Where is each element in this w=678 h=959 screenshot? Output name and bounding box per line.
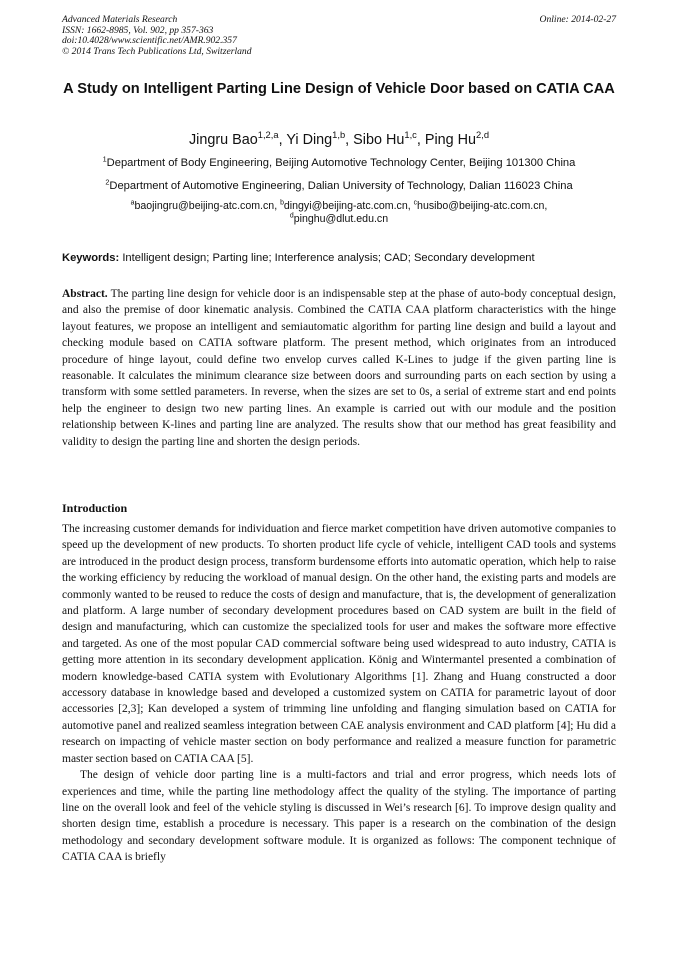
author-list bbox=[62, 131, 616, 149]
author-superscript: 1,c bbox=[404, 130, 417, 141]
introduction-body bbox=[62, 521, 616, 866]
author-superscript: 2,d bbox=[476, 130, 490, 141]
affiliation-number: 1 bbox=[102, 154, 107, 164]
email-d[interactable]: pinghu@dlut.edu.cn bbox=[293, 213, 389, 226]
email-list: $^a$baojingru@beijing-atc.com.cn, $^b$dingyi@beijing-atc.com.cn, $^c$husibo@beijing-atc.com.cn, $^d$pinghu@dlut.edu.cn bbox=[130, 199, 548, 226]
email-c[interactable]: husibo@beijing-atc.com.cn bbox=[417, 200, 545, 212]
affiliation-2 bbox=[62, 179, 616, 193]
author-name: Jingru Bao bbox=[188, 132, 258, 148]
online-date-header bbox=[540, 15, 616, 26]
online-date: Online: 2014-02-27 bbox=[539, 14, 616, 25]
affiliation-text: Department of Automotive Engineering, Dalian University of Technology, Dalian 116023 China bbox=[109, 180, 573, 192]
journal-name: Advanced Materials Research bbox=[62, 14, 178, 25]
paper-title: A Study on Intelligent Parting Line Design of Vehicle Door based on CATIA CAA bbox=[63, 81, 615, 97]
issn-line: ISSN: 1662-8985, Vol. 902, pp 357-363 bbox=[62, 24, 214, 36]
affiliation-number: 2 bbox=[105, 177, 110, 187]
copyright-line: © 2014 Trans Tech Publications Ltd, Switzerland bbox=[62, 45, 252, 57]
email-a[interactable]: baojingru@beijing-atc.com.cn bbox=[134, 200, 275, 212]
introduction-paragraph-2: The design of vehicle door parting line is a multi-factors and trial and error progress, which needs lots of experiences and time, while the parting line methodology affect the quality of the styling. The importance of parting line on the overall look and feel of the vehicle styling is discussed in Wei’s research [6]. To improve design quality and shorten design time, establish a procedure is necessary. This paper is a research on the combination of the design methodology and secondary development software module. It is organized as follows: The component technique of CATIA CAA is briefly bbox=[62, 769, 616, 864]
keywords-text: Intelligent design; Parting line; Interference analysis; CAD; Secondary development bbox=[122, 252, 535, 264]
author-superscript: 1,b bbox=[332, 130, 346, 141]
author-name: Yi Ding bbox=[286, 132, 333, 148]
abstract bbox=[62, 286, 616, 450]
abstract-text: The parting line design for vehicle door is an indispensable step at the phase of auto-body conceptual design, and also the premise of door kinematic analysis. Combined the CATIA CAA platform characteristics with the hinge layout features, we propose an intelligent and semiautomatic algorithm for parting line design and build a layout and checking module based on CATIA software platform. The present method, which originates from an introduced procedure of hinge layout, could define two envelop curves called K-Lines to judge if the given parting line is reasonable. It calculates the minimum clearance size between doors and surrounding parts on each section by using a transform with some settled parameters. In reverse, when the sizes are set to 0s, a serial of extreme start and end points help the engineer to design two new parting lines. An example is carried out with our module and the position relationship between K-lines and parting line are analyzed. The results show that our method has great feasibility and validity to design the parting line and shorten the design periods. bbox=[62, 288, 616, 448]
author-separator: , bbox=[345, 132, 354, 148]
affiliation-text: Department of Body Engineering, Beijing Automotive Technology Center, Beijing 101300 China bbox=[106, 157, 576, 169]
keywords bbox=[62, 251, 616, 265]
journal-header bbox=[62, 15, 252, 57]
email-b[interactable]: dingyi@beijing-atc.com.cn bbox=[283, 200, 408, 212]
author-name: Sibo Hu bbox=[353, 132, 405, 148]
author-separator: , bbox=[278, 132, 287, 148]
author-superscript: 1,2,a bbox=[257, 130, 279, 141]
author-name: Ping Hu bbox=[424, 132, 477, 148]
affiliation-1 bbox=[62, 156, 616, 170]
abstract-label: Abstract. bbox=[62, 288, 108, 300]
introduction-paragraph-1: The increasing customer demands for individuation and fierce market competition have driven automotive companies to speed up the development of new products. To shorten product life cycle of vehicle, intelligent CAD tools and systems are introduced in the product design process, transform burdensome efforts into automatic operation, which help to raise the working efficiency by reducing the workload of manual design. On the other hand, the existing parts and models are commonly wanted to be reused to reduce the costs of design and manufacture, that is, the development of generalization and platform. A large number of secondary development procedures based on CAD system are built in the field of design and manufacturing, which can customize the specialized tools for user and makes the software more effective and targeted. As one of the most popular CAD commercial software being used widespread to auto industry, CATIA is getting more attention in its secondary development application. König and Wintermantel presented a combination of modern knowledge-based CATIA system with Evolutionary Algorithms [1]. Zhang and Huang constructed a door accessory database in knowledge based and developed a customized system on CATIA for parametric layout of door accessories [2,3]; Kan developed a system of trimming line unfolding and flanging simulation based on CATIA for automotive panel and realized seamless integration between CAE analysis environment and CAD platform [4]; Hu did a research on impacting of vehicle master section on body performance and realized a measure function for parametric master section based on CATIA CAA [5]. bbox=[62, 523, 616, 765]
introduction-heading: Introduction bbox=[62, 501, 128, 515]
keywords-label: Keywords: bbox=[62, 252, 120, 264]
author-separator: , bbox=[416, 132, 425, 148]
doi-line: doi:10.4028/www.scientific.net/AMR.902.357 bbox=[62, 35, 237, 47]
